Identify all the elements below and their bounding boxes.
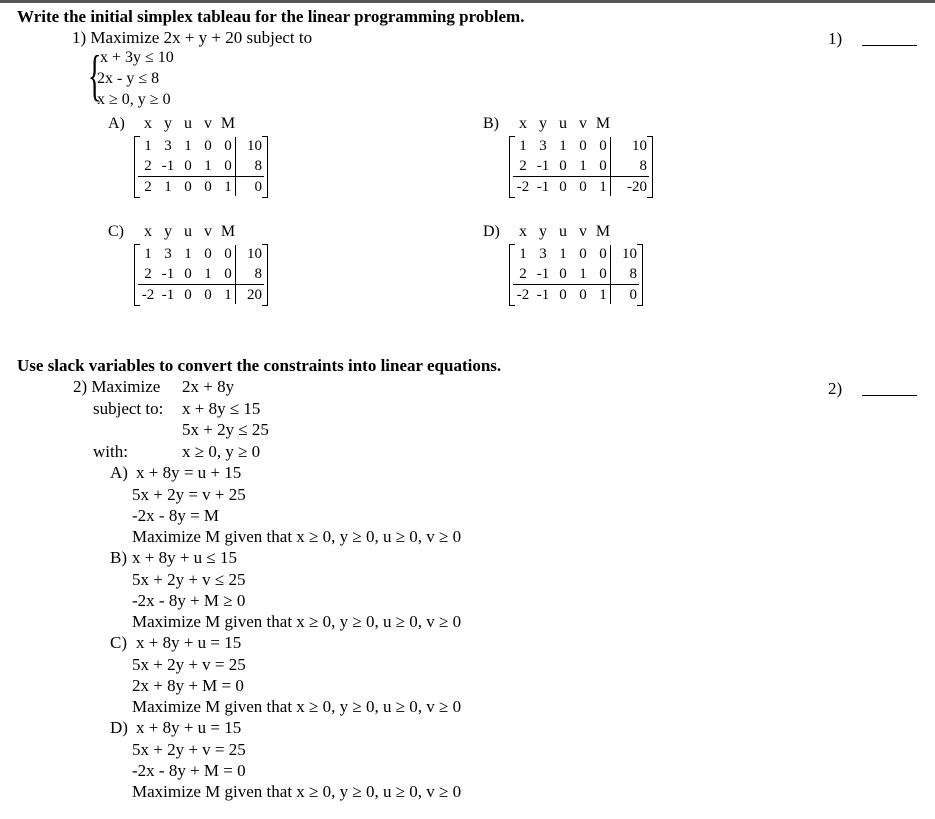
tableau-cell: -20 <box>627 178 647 195</box>
tableau-cell: -1 <box>536 265 550 282</box>
augment-bar <box>610 245 611 304</box>
q2-choice-d-line2: 5x + 2y + v = 25 <box>132 740 246 759</box>
top-rule <box>0 0 935 3</box>
header-var-y: y <box>539 223 547 240</box>
tableau-cell: -1 <box>536 157 550 174</box>
q2-choice-a-line2: 5x + 2y = v + 25 <box>132 485 246 504</box>
tableau-matrix <box>138 244 264 305</box>
tableau-cell: 3 <box>539 245 547 262</box>
tableau-cell: 0 <box>184 178 192 195</box>
section2-heading: Use slack variables to convert the constraints into linear equations. <box>17 356 502 375</box>
choice-b-tableau[interactable] <box>483 114 663 204</box>
header-var-x: x <box>144 223 152 240</box>
constraint-row <box>513 244 639 264</box>
q1-constraint-3: x ≥ 0, y ≥ 0 <box>97 91 171 108</box>
tableau-cell: 1 <box>519 137 527 154</box>
q2-choice-a-line3: -2x - 8y = M <box>132 506 220 525</box>
tableau-cell: 0 <box>629 286 637 303</box>
tableau-cell: 0 <box>184 157 192 174</box>
tableau-cell: 10 <box>247 137 262 154</box>
q2-choice-b-line3: -2x - 8y + M ≥ 0 <box>132 591 246 610</box>
tableau-cell: 0 <box>599 137 607 154</box>
tableau-cell: -1 <box>536 286 550 303</box>
with-label: with: <box>93 442 128 461</box>
tableau-cell: 1 <box>559 137 567 154</box>
tableau-header <box>138 116 238 132</box>
q2-choice-d-label[interactable]: D) <box>110 718 128 737</box>
augment-bar <box>235 245 236 304</box>
q2-choice-d-line1: x + 8y + u = 15 <box>136 718 242 737</box>
left-bracket <box>509 244 515 306</box>
header-var-m: M <box>220 223 236 240</box>
choice-a-tableau[interactable] <box>108 114 278 204</box>
tableau-cell: 8 <box>254 157 262 174</box>
header-var-v: v <box>579 223 587 240</box>
constraint-row <box>138 244 264 264</box>
q2-constraint-1: x + 8y ≤ 15 <box>182 399 261 418</box>
q2-choice-c-line1: x + 8y + u = 15 <box>136 633 242 652</box>
tableau-cell: 20 <box>247 286 262 303</box>
tableau-cell: 1 <box>184 245 192 262</box>
left-bracket <box>134 136 140 198</box>
section1-heading: Write the initial simplex tableau for the linear programming problem. <box>17 7 525 26</box>
constraint-row <box>513 156 649 176</box>
tableau-cell: 0 <box>254 178 262 195</box>
tableau-cell: 0 <box>579 286 587 303</box>
q1-constraint-1: x + 3y ≤ 10 <box>100 49 174 66</box>
header-var-v: v <box>579 115 587 132</box>
objective-row <box>138 176 264 197</box>
tableau-cell: 8 <box>639 157 647 174</box>
tableau-cell: 1 <box>204 157 212 174</box>
tableau-cell: 1 <box>204 265 212 282</box>
constraint-row <box>138 264 264 284</box>
tableau-cell: 2 <box>144 265 152 282</box>
q2-choice-b-line4: Maximize M given that x ≥ 0, y ≥ 0, u ≥ 0, v ≥ 0 <box>132 612 462 631</box>
tableau-cell: 10 <box>632 137 647 154</box>
right-bracket <box>647 136 653 198</box>
header-var-u: u <box>559 115 567 132</box>
header-var-y: y <box>164 223 172 240</box>
constraint-row <box>138 136 264 156</box>
header-var-v: v <box>204 223 212 240</box>
tableau-cell: 1 <box>184 137 192 154</box>
tableau-cell: 2 <box>519 157 527 174</box>
tableau-cell: -2 <box>141 286 155 303</box>
answer2-number: 2) <box>828 379 843 398</box>
q2-choice-d-line4: Maximize M given that x ≥ 0, y ≥ 0, u ≥ 0, v ≥ 0 <box>132 782 462 801</box>
q2-choice-c-label[interactable]: C) <box>110 633 127 652</box>
right-bracket <box>637 244 643 306</box>
tableau-cell: 8 <box>254 265 262 282</box>
choice-c-label[interactable]: C) <box>108 223 124 240</box>
header-var-u: u <box>184 115 192 132</box>
tableau-cell: 0 <box>579 178 587 195</box>
answer2-blank[interactable] <box>862 395 917 396</box>
header-var-m: M <box>220 115 236 132</box>
choice-d-tableau[interactable] <box>483 222 663 312</box>
tableau-cell: 10 <box>247 245 262 262</box>
choice-b-label[interactable]: B) <box>483 115 499 132</box>
tableau-cell: -1 <box>161 265 175 282</box>
tableau-cell: 0 <box>224 265 232 282</box>
tableau-cell: 1 <box>599 286 607 303</box>
header-var-u: u <box>559 223 567 240</box>
tableau-cell: 0 <box>224 157 232 174</box>
q2-choice-b-label[interactable]: B) <box>110 548 127 567</box>
tableau-cell: 0 <box>224 245 232 262</box>
tableau-cell: -1 <box>161 286 175 303</box>
tableau-cell: 3 <box>164 137 172 154</box>
header-var-x: x <box>519 223 527 240</box>
tableau-cell: 0 <box>204 245 212 262</box>
tableau-matrix <box>138 136 264 197</box>
tableau-cell: 3 <box>539 137 547 154</box>
tableau-cell: 0 <box>559 178 567 195</box>
constraint-row <box>138 156 264 176</box>
tableau-cell: 0 <box>224 137 232 154</box>
left-bracket <box>134 244 140 306</box>
q2-choice-b-line1: x + 8y + u ≤ 15 <box>132 548 238 567</box>
choice-a-label[interactable]: A) <box>108 115 125 132</box>
tableau-cell: 1 <box>559 245 567 262</box>
system-brace: { <box>88 45 102 107</box>
answer1-blank[interactable] <box>862 45 917 46</box>
tableau-cell: 1 <box>164 178 172 195</box>
tableau-cell: 0 <box>184 265 192 282</box>
tableau-cell: -2 <box>516 286 530 303</box>
tableau-cell: 10 <box>622 245 637 262</box>
augment-bar <box>235 137 236 196</box>
tableau-cell: 1 <box>519 245 527 262</box>
tableau-header <box>513 224 613 240</box>
header-var-y: y <box>539 115 547 132</box>
header-var-m: M <box>595 223 611 240</box>
tableau-cell: 2 <box>519 265 527 282</box>
choice-c-tableau[interactable] <box>108 222 278 312</box>
tableau-cell: 0 <box>204 178 212 195</box>
header-var-x: x <box>144 115 152 132</box>
right-bracket <box>262 136 268 198</box>
choice-d-label[interactable]: D) <box>483 223 500 240</box>
tableau-matrix <box>513 244 639 305</box>
tableau-cell: -1 <box>161 157 175 174</box>
tableau-cell: 1 <box>144 245 152 262</box>
tableau-cell: 0 <box>579 137 587 154</box>
tableau-cell: 0 <box>559 265 567 282</box>
q2-choice-c-line3: 2x + 8y + M = 0 <box>132 676 244 695</box>
header-var-u: u <box>184 223 192 240</box>
tableau-cell: 1 <box>579 157 587 174</box>
q1-constraint-2: 2x - y ≤ 8 <box>97 70 160 87</box>
tableau-cell: 0 <box>599 245 607 262</box>
augment-bar <box>610 137 611 196</box>
header-var-x: x <box>519 115 527 132</box>
tableau-cell: -1 <box>536 178 550 195</box>
constraint-row <box>513 264 639 284</box>
tableau-cell: 2 <box>144 178 152 195</box>
left-bracket <box>509 136 515 198</box>
tableau-cell: 1 <box>144 137 152 154</box>
tableau-header <box>513 116 613 132</box>
tableau-cell: 0 <box>579 245 587 262</box>
tableau-cell: 1 <box>579 265 587 282</box>
q2-choice-c-line2: 5x + 2y + v = 25 <box>132 655 246 674</box>
tableau-cell: 0 <box>184 286 192 303</box>
answer1-number: 1) <box>828 29 843 48</box>
objective-row <box>513 176 649 197</box>
header-var-m: M <box>595 115 611 132</box>
tableau-cell: 3 <box>164 245 172 262</box>
q2-choice-d-line3: -2x - 8y + M = 0 <box>132 761 246 780</box>
tableau-matrix <box>513 136 649 197</box>
tableau-cell: 0 <box>599 265 607 282</box>
tableau-cell: 0 <box>559 286 567 303</box>
tableau-cell: 1 <box>224 178 232 195</box>
q2-choice-c-line4: Maximize M given that x ≥ 0, y ≥ 0, u ≥ 0, v ≥ 0 <box>132 697 462 716</box>
question2-objective: 2x + 8y <box>182 377 235 396</box>
q2-nonneg: x ≥ 0, y ≥ 0 <box>182 442 261 461</box>
objective-row <box>513 284 639 305</box>
subject-to-label: subject to: <box>93 399 164 418</box>
tableau-cell: 0 <box>599 157 607 174</box>
q2-choice-a-line1: x + 8y = u + 15 <box>136 463 242 482</box>
constraint-row <box>513 136 649 156</box>
tableau-cell: -2 <box>516 178 530 195</box>
q2-choice-a-label[interactable]: A) <box>110 463 128 482</box>
question1-label: 1) Maximize 2x + y + 20 subject to <box>72 28 313 47</box>
q2-choice-a-line4: Maximize M given that x ≥ 0, y ≥ 0, u ≥ 0, v ≥ 0 <box>132 527 462 546</box>
tableau-header <box>138 224 238 240</box>
tableau-cell: 0 <box>559 157 567 174</box>
tableau-cell: 1 <box>224 286 232 303</box>
tableau-cell: 2 <box>144 157 152 174</box>
q2-choice-b-line2: 5x + 2y + v ≤ 25 <box>132 570 246 589</box>
header-var-y: y <box>164 115 172 132</box>
question2-label: 2) Maximize <box>73 377 161 396</box>
objective-row <box>138 284 264 305</box>
tableau-cell: 1 <box>599 178 607 195</box>
tableau-cell: 0 <box>204 286 212 303</box>
tableau-cell: 0 <box>204 137 212 154</box>
tableau-cell: 8 <box>629 265 637 282</box>
header-var-v: v <box>204 115 212 132</box>
right-bracket <box>262 244 268 306</box>
q2-constraint-2: 5x + 2y ≤ 25 <box>182 420 269 439</box>
